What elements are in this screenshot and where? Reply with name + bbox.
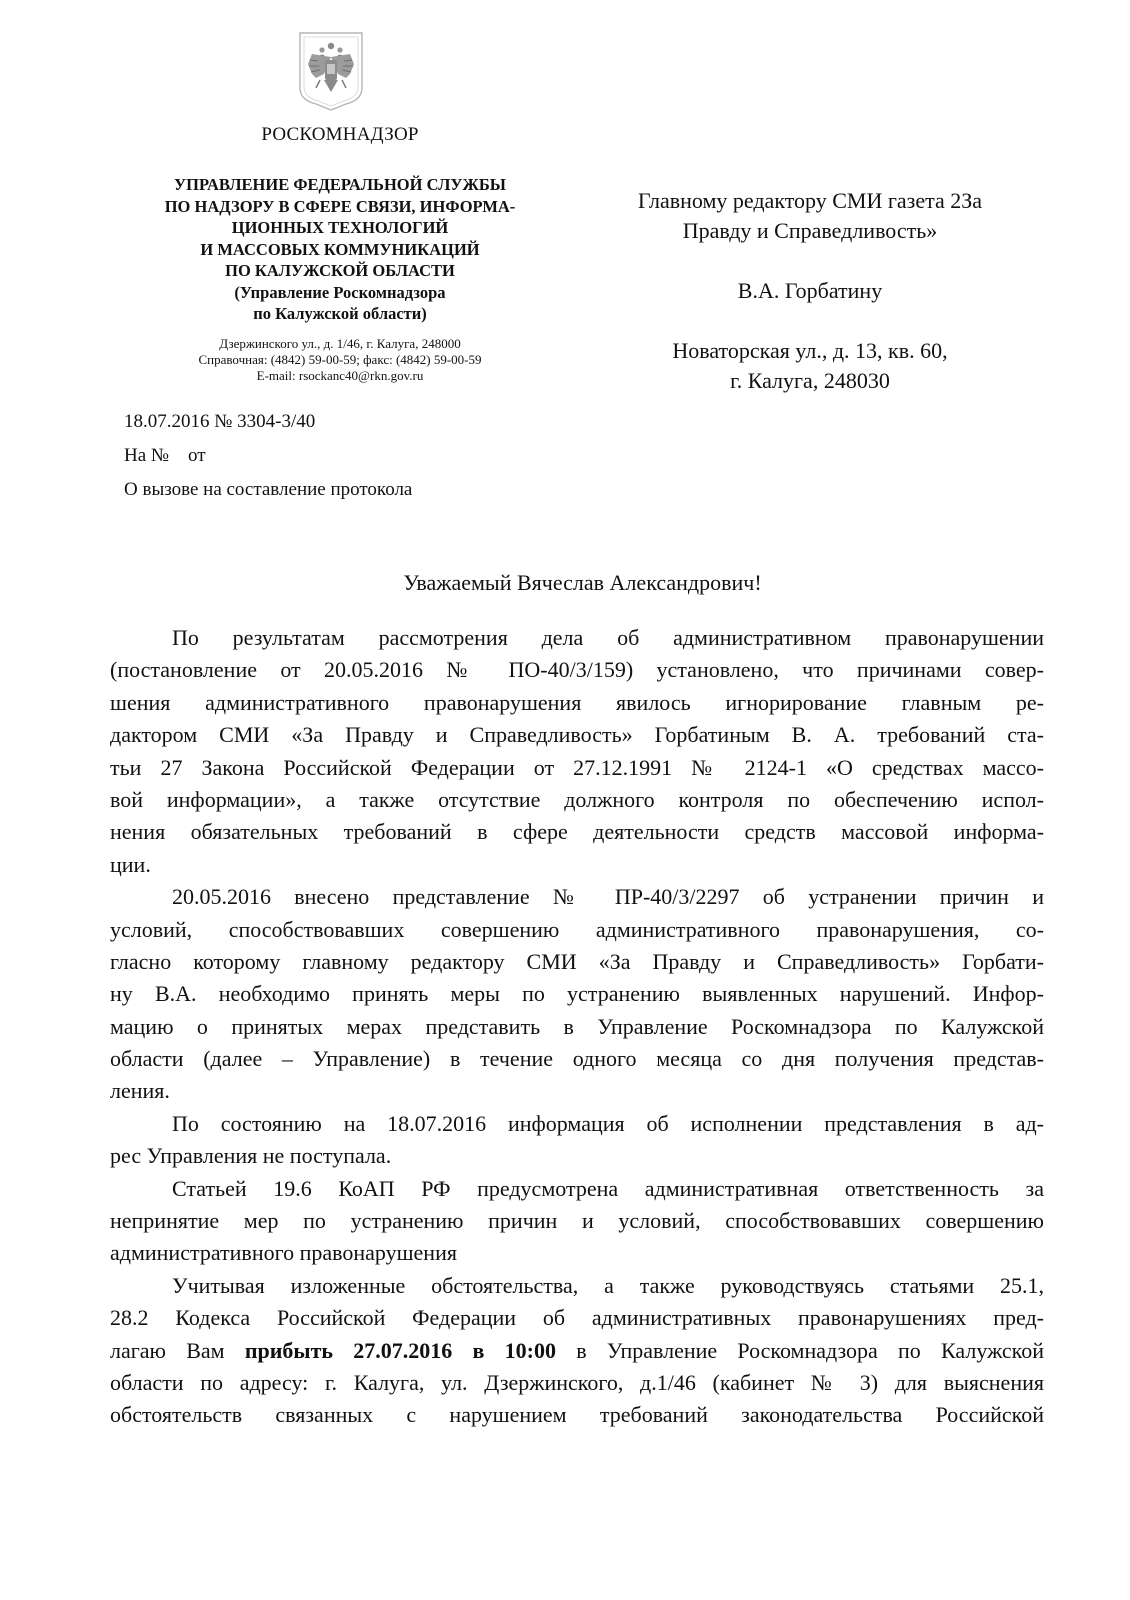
body-line: дактором СМИ «За Правду и Справедливость» Горбатиным В. А. требований ста-	[110, 722, 1044, 748]
recipient-title: Главному редактору СМИ газета 2За	[637, 188, 983, 213]
letter-subject: О вызове на составление протокола	[124, 479, 413, 500]
addressee-block	[590, 186, 1030, 396]
body-line: ции.	[110, 851, 151, 877]
body-line: ну В.А. необходимо принять меры по устранению выявленных нарушений. Инфор-	[110, 981, 1044, 1007]
body-line: 28.2 Кодекса Российской Федерации об административных правонарушениях пред-	[110, 1305, 1044, 1331]
body-line: гласно которому главному редактору СМИ «За Правду и Справедливость» Горбати-	[110, 948, 1044, 974]
letter-body	[110, 622, 1044, 1432]
recipient-name: В.А. Горбатину	[737, 278, 883, 303]
body-text-fragment: лагаю Вам	[110, 1337, 245, 1363]
agency-contacts	[160, 336, 520, 384]
salutation: Уважаемый Вячеслав Александрович!	[403, 570, 762, 595]
body-line: рес Управления не поступала.	[110, 1143, 392, 1169]
body-line: мацию о принятых мерах представить в Управление Роскомнадзора по Калужской	[110, 1013, 1044, 1039]
coat-of-arms-icon	[294, 30, 368, 112]
body-line: непринятие мер по устранению причин и условий, способствовавших совершению	[110, 1208, 1044, 1234]
body-line: Учитывая изложенные обстоятельства, а также руководствуясь статьями 25.1,	[172, 1272, 1044, 1298]
body-line: административного правонарушения	[110, 1240, 457, 1266]
body-line: обстоятельств связанных с нарушением требований законодательства Российской	[110, 1402, 1044, 1428]
body-line: тьи 27 Закона Российской Федерации от 27.12.1991 № 2124-1 «О средствах массо-	[110, 754, 1044, 780]
recipient-address: Новаторская ул., д. 13, кв. 60,	[672, 338, 948, 363]
agency-line: (Управление Роскомнадзора	[234, 282, 446, 302]
reference-block	[124, 405, 412, 507]
in-reply-to: На № от	[124, 445, 206, 466]
body-line: шения административного правонарушения явилось игнорирование главным ре-	[110, 689, 1044, 715]
body-line: области по адресу: г. Калуга, ул. Дзержинского, д.1/46 (кабинет № 3) для выяснения	[110, 1369, 1044, 1395]
agency-line: ПО НАДЗОРУ В СФЕРЕ СВЯЗИ, ИНФОРМА-	[164, 196, 516, 216]
body-line: Статьей 19.6 КоАП РФ предусмотрена административная ответственность за	[172, 1175, 1044, 1201]
agency-phones: Справочная: (4842) 59-00-59; факс: (4842) 59-00-59	[198, 352, 482, 367]
agency-name-full	[128, 174, 552, 325]
agency-line: УПРАВЛЕНИЕ ФЕДЕРАЛЬНОЙ СЛУЖБЫ	[174, 175, 506, 194]
agency-email: E-mail: rsockanc40@rkn.gov.ru	[256, 368, 424, 383]
appointment-datetime: прибыть 27.07.2016 в 10:00	[244, 1337, 556, 1363]
agency-line: И МАССОВЫХ КОММУНИКАЦИЙ	[200, 239, 480, 259]
body-line-appointment	[110, 1335, 1044, 1367]
recipient-address: г. Калуга, 248030	[730, 368, 890, 393]
body-line: вой информации», а также отсутствие должного контроля по обеспечению испол-	[110, 786, 1044, 812]
body-line: По результатам рассмотрения дела об административном правонарушении	[172, 625, 1044, 650]
agency-line: по Калужской области)	[253, 304, 427, 323]
body-line: области (далее – Управление) в течение одного месяца со дня получения представ-	[110, 1046, 1044, 1072]
body-line: (постановление от 20.05.2016 № ПО-40/3/159) установлено, что причинами совер-	[110, 657, 1044, 683]
body-line: По состоянию на 18.07.2016 информация об исполнении представления в ад-	[172, 1110, 1044, 1136]
outgoing-date-number: 18.07.2016 № 3304-3/40	[124, 411, 316, 432]
body-line: ления.	[110, 1078, 170, 1104]
body-line: 20.05.2016 внесено представление № ПР-40/3/2297 об устранении причин и	[172, 884, 1044, 910]
agency-address: Дзержинского ул., д. 1/46, г. Калуга, 248000	[219, 336, 461, 351]
recipient-title: Правду и Справедливость»	[682, 218, 938, 243]
body-line: условий, способствовавших совершению административного правонарушения, со-	[110, 916, 1044, 942]
agency-name-short: РОСКОМНАДЗОР	[261, 124, 419, 145]
agency-line: ЦИОННЫХ ТЕХНОЛОГИЙ	[231, 218, 449, 237]
body-line: нения обязательных требований в сфере деятельности средств массовой информа-	[110, 819, 1044, 845]
body-text-fragment: в Управление Роскомнадзора по Калужской	[555, 1337, 1044, 1363]
agency-line: ПО КАЛУЖСКОЙ ОБЛАСТИ	[225, 261, 455, 280]
